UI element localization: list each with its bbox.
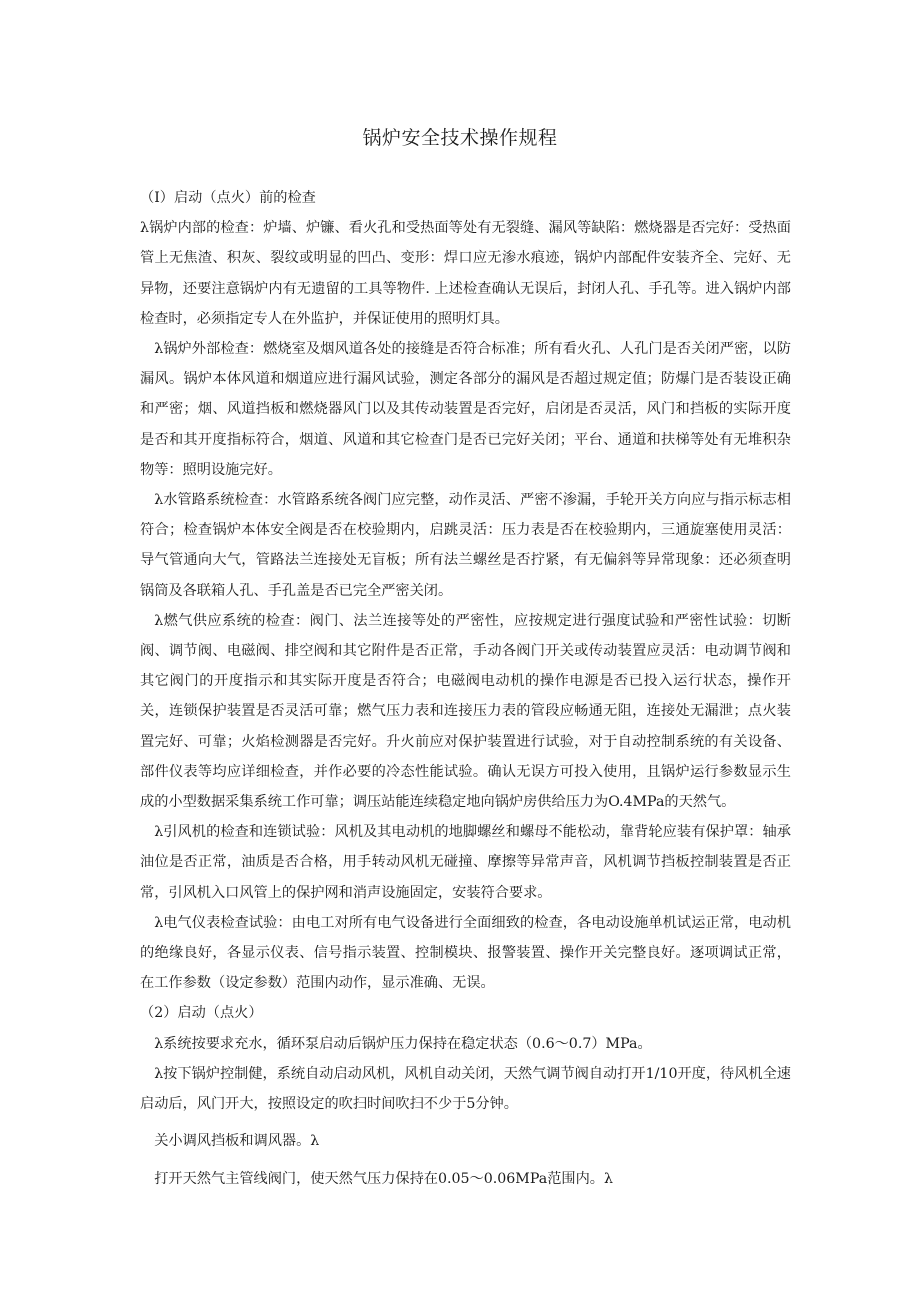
- paragraph-control-key: λ按下锅炉控制健，系统自动启动风机，风机自动关闭，天然气调节阀自动打开1/10开度，待风机全速启动后，风门开大，按照设定的吹扫时间吹扫不少于5分钟。: [140, 1065, 791, 1113]
- paragraph-water-filling: λ系统按要求充水，循环泵启动后锅炉压力保持在稳定状态（0.6～0.7）MPa。: [154, 1035, 652, 1052]
- paragraph-gas-supply-check: λ燃气供应系统的检查：阀门、法兰连接等处的严密性，应按规定进行强度试验和严密性试验：切断阀、调节阀、电磁阀、排空阀和其它附件是否正常，手动各阀门开关或传动装置应灵活：电动调节阀和其它阀门的开度指示和其实际开度是否符合；电磁阀电动机的操作电源是否已投入运行状态，操作开关，连锁保护装置是否灵活可靠；燃气压力表和连接压力表的管段应畅通无阻，连接处无漏泄；点火装置完好、可靠；火焰检测器是否完好。升火前应对保护装置进行试验，对于自动控制系统的有关设备、部件仪表等均应详细检查，并作必要的冷态性能试验。确认无误方可投入使用，且锅炉运行参数显示生成的小型数据采集系统工作可靠；调压站能连续稳定地向锅炉房供给压力为O.4MPa的天然气。: [140, 612, 791, 811]
- paragraph-boiler-internal-check: λ锅炉内部的检查：炉墙、炉镰、看火孔和受热面等处有无裂缝、漏风等缺陷：燃烧器是否完好：受热面管上无焦渣、积灰、裂纹或明显的凹凸、变形：焊口应无渗水痕迹，锅炉内部配件安装齐全、完好、无异物，还要注意锅炉内有无遗留的工具等物件. 上述检查确认无误后，封闭人孔、手孔等。进入锅炉内部检查时，必须指定专人在外监护，并保证使用的照明灯具。: [140, 220, 791, 327]
- paragraph-induced-fan-check: λ引风机的检查和连锁试验：风机及其电动机的地脚螺丝和螺母不能松动，靠背轮应装有保护罩：轴承油位是否正常，油质是否合格，用手转动风机无碰撞、摩擦等异常声音，风机调节挡板控制装置是否正常，引风机入口风管上的保护网和消声设施固定，安装符合要求。: [140, 824, 791, 901]
- paragraph-boiler-external-check: λ锅炉外部检查：燃烧室及烟风道各处的接缝是否符合标准；所有看火孔、人孔门是否关闭严密，以防漏风。锅炉本体风道和烟道应进行漏风试验，测定各部分的漏风是否超过规定值；防爆门是否装设正确和严密；烟、风道挡板和燃烧器风门以及其传动装置是否完好，启闭是否灵活，风门和挡板的实际开度是否和其开度指标符合，烟道、风道和其它检查门是否已完好关闭；平台、通道和扶梯等处有无堆积杂物等：照明设施完好。: [140, 341, 791, 478]
- paragraph-electrical-instrument-check: λ电气仪表检查试验：由电工对所有电气设备进行全面细致的检查，各电动设施单机试运正常，电动机的绝缘良好，各显示仪表、信号指示装置、控制模块、报警装置、操作开关完整良好。逐项调试正常，在工作参数（设定参数）范围内动作，显示准确、无误。: [140, 914, 791, 992]
- paragraph-water-pipe-check: λ水管路系统检查：水管路系统各阀门应完整，动作灵活、严密不渗漏，手轮开关方向应与指示标志相符合；检查锅炉本体安全阀是否在校验期内，启跳灵活：压力表是否在校验期内，三通旋塞使用灵活：导气管通向大气，管路法兰连接处无盲板；所有法兰螺丝是否拧紧，有无偏斜等异常现象：还必须查明锅筒及各联箱人孔、手孔盖是否已完全严密关闭。: [140, 492, 791, 599]
- document-body: [140, 183, 791, 1194]
- paragraph-damper-adjust: 关小调风挡板和调风器。λ: [154, 1133, 320, 1150]
- section-heading-start: （2）启动（点火）: [140, 1005, 263, 1022]
- document-title: 锅炉安全技术操作规程: [362, 127, 558, 149]
- paragraph-gas-valve-open: 打开天然气主管线阀门，使天然气压力保持在0.05～0.06MPa范围内。λ: [154, 1170, 613, 1187]
- section-heading-pre-start-check: （I）启动（点火）前的检查: [140, 190, 316, 206]
